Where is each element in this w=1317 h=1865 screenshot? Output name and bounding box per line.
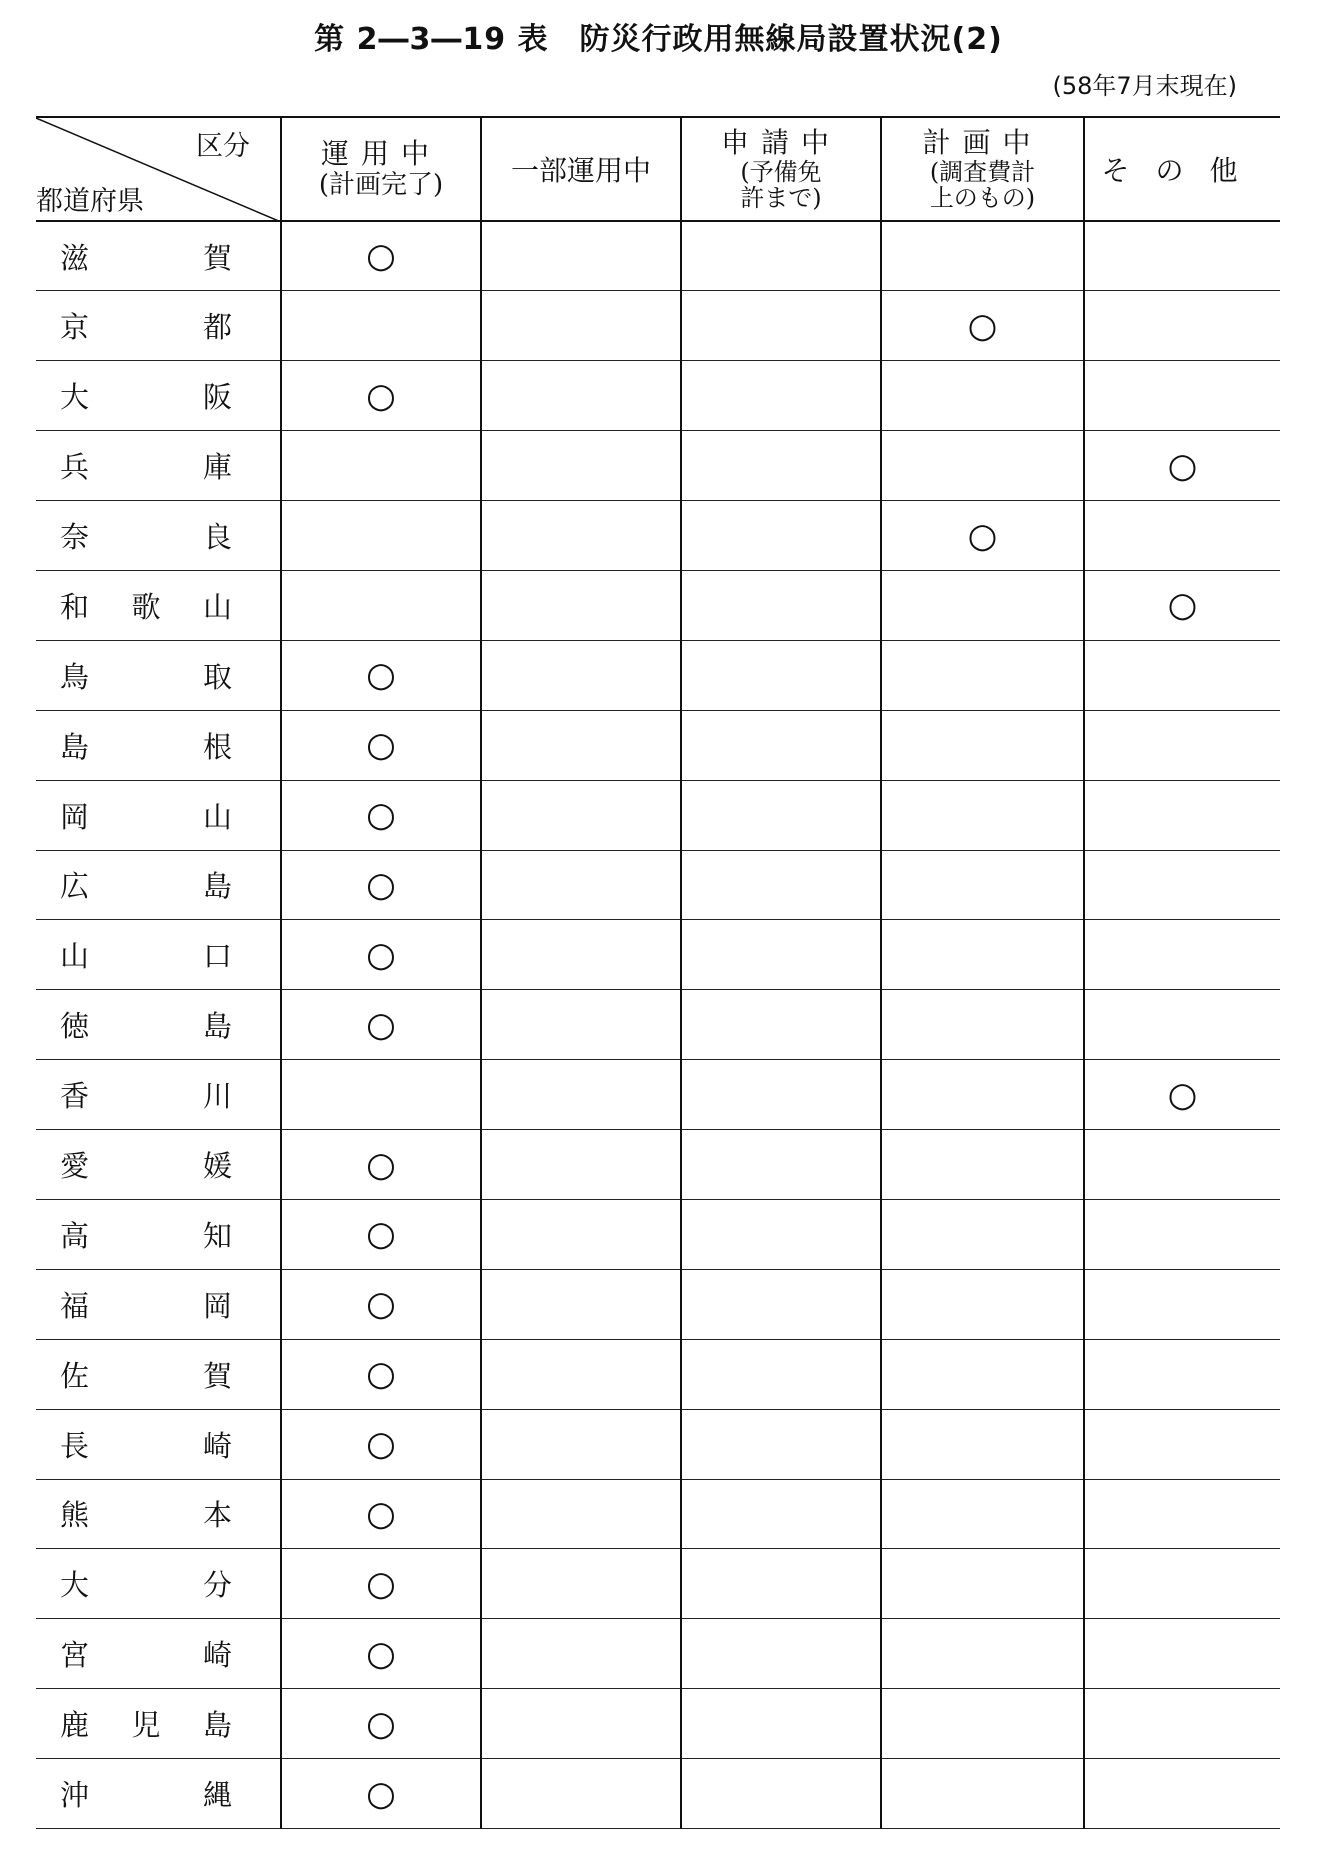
- status-cell: [881, 1689, 1084, 1759]
- circle-mark-icon: ○: [366, 1144, 396, 1185]
- status-cell: [881, 1269, 1084, 1339]
- status-cell: [481, 1130, 681, 1200]
- status-cell: [281, 1759, 481, 1829]
- status-cell: [1084, 710, 1280, 780]
- prefecture-name-char: 滋: [60, 240, 90, 275]
- circle-mark-icon: ○: [967, 515, 998, 556]
- circle-mark-icon: ○: [366, 795, 396, 836]
- status-cell: [1084, 1339, 1280, 1409]
- circle-mark-icon: ○: [366, 1354, 396, 1395]
- status-cell: [1084, 850, 1280, 920]
- status-cell: [481, 291, 681, 361]
- prefecture-cell: [36, 361, 281, 431]
- status-cell: [281, 1199, 481, 1269]
- prefecture-name: [36, 1563, 280, 1604]
- prefecture-name-char: 分: [202, 1568, 232, 1603]
- prefecture-name: [36, 1424, 280, 1465]
- prefecture-name-char: 鹿: [60, 1708, 90, 1743]
- prefecture-name-char: 島: [60, 729, 90, 764]
- header-category-label: 区分: [196, 131, 250, 162]
- status-cell: [281, 291, 481, 361]
- circle-mark-icon: ○: [366, 236, 396, 277]
- prefecture-name: [36, 1773, 280, 1814]
- prefecture-name: [36, 445, 280, 486]
- prefecture-name: [36, 1144, 280, 1185]
- status-cell: [281, 990, 481, 1060]
- status-cell: [681, 850, 881, 920]
- table-row: [36, 1339, 1280, 1409]
- header-in-operation-sub: (計画完了): [318, 170, 444, 200]
- prefecture-name-char: 長: [60, 1428, 90, 1463]
- circle-mark-icon: ○: [366, 934, 396, 975]
- status-cell: [881, 291, 1084, 361]
- prefecture-name-char: 山: [60, 939, 90, 974]
- prefecture-name: [36, 1074, 280, 1115]
- table-row: [36, 1479, 1280, 1549]
- status-cell: [481, 1199, 681, 1269]
- status-cell: [681, 920, 881, 990]
- table-body: [36, 221, 1280, 1828]
- prefecture-cell: [36, 431, 281, 501]
- status-cell: [681, 780, 881, 850]
- header-planning-sub2: 上のもの): [929, 184, 1036, 212]
- status-cell: [681, 570, 881, 640]
- table-row: [36, 291, 1280, 361]
- status-cell: [881, 640, 1084, 710]
- status-cell: [281, 1409, 481, 1479]
- prefecture-name-char: 川: [202, 1079, 232, 1114]
- status-cell: [881, 1759, 1084, 1829]
- prefecture-name-char: 島: [202, 1009, 232, 1044]
- status-cell: [1084, 221, 1280, 291]
- prefecture-cell: [36, 920, 281, 990]
- prefecture-name-char: 根: [202, 729, 232, 764]
- prefecture-name-char: 沖: [60, 1778, 90, 1813]
- status-cell: [1084, 1409, 1280, 1479]
- prefecture-name-char: 都: [202, 310, 232, 345]
- prefecture-name-char: 取: [202, 659, 232, 694]
- status-cell: [1084, 780, 1280, 850]
- prefecture-name: [36, 375, 280, 416]
- prefecture-name-char: 徳: [60, 1009, 90, 1044]
- prefecture-name: [36, 1004, 280, 1045]
- status-cell: [1084, 1759, 1280, 1829]
- prefecture-name-char: 山: [202, 799, 232, 834]
- status-cell: [281, 1339, 481, 1409]
- status-cell: [681, 1130, 881, 1200]
- circle-mark-icon: ○: [366, 1214, 396, 1255]
- header-in-operation: [281, 117, 481, 221]
- table-row: [36, 850, 1280, 920]
- prefecture-name-char: 歌: [131, 589, 161, 624]
- prefecture-name-char: 縄: [202, 1778, 232, 1813]
- prefecture-cell: [36, 1619, 281, 1689]
- status-cell: [481, 1759, 681, 1829]
- table-row: [36, 780, 1280, 850]
- prefecture-name: [36, 1214, 280, 1255]
- status-cell: [281, 920, 481, 990]
- prefecture-cell: [36, 1759, 281, 1829]
- status-cell: [881, 1060, 1084, 1130]
- status-cell: [681, 1759, 881, 1829]
- status-cell: [881, 1549, 1084, 1619]
- header-applying-sub1: (予備免: [740, 158, 822, 186]
- status-cell: [1084, 920, 1280, 990]
- prefecture-cell: [36, 1549, 281, 1619]
- status-cell: [681, 291, 881, 361]
- prefecture-name: [36, 934, 280, 975]
- prefecture-cell: [36, 1689, 281, 1759]
- header-applying-sub2: 許まで): [740, 184, 822, 212]
- prefecture-name: [36, 864, 280, 905]
- table-row: [36, 990, 1280, 1060]
- table-row: [36, 710, 1280, 780]
- table-row: [36, 570, 1280, 640]
- prefecture-name-char: 福: [60, 1288, 90, 1323]
- prefecture-name-char: 佐: [60, 1358, 90, 1393]
- as-of-date: (58年7月末現在): [1052, 72, 1237, 100]
- prefecture-cell: [36, 1269, 281, 1339]
- prefecture-name: [36, 305, 280, 346]
- status-cell: [281, 780, 481, 850]
- circle-mark-icon: ○: [366, 375, 396, 416]
- prefecture-cell: [36, 570, 281, 640]
- circle-mark-icon: ○: [1167, 1074, 1198, 1115]
- status-cell: [481, 710, 681, 780]
- prefecture-cell: [36, 1479, 281, 1549]
- status-cell: [681, 1549, 881, 1619]
- status-cell: [881, 1479, 1084, 1549]
- header-applying: [681, 117, 881, 221]
- table-row: [36, 920, 1280, 990]
- table-row: [36, 1549, 1280, 1619]
- prefecture-cell: [36, 640, 281, 710]
- status-cell: [881, 850, 1084, 920]
- circle-mark-icon: ○: [366, 725, 396, 766]
- prefecture-cell: [36, 291, 281, 361]
- header-planning: [881, 117, 1084, 221]
- header-applying-main: 申請中: [720, 126, 841, 159]
- prefecture-cell: [36, 1199, 281, 1269]
- status-cell: [681, 1060, 881, 1130]
- header-planning-main: 計画中: [922, 126, 1043, 159]
- status-cell: [881, 570, 1084, 640]
- status-cell: [1084, 361, 1280, 431]
- status-cell: [681, 501, 881, 571]
- prefecture-name-char: 奈: [60, 520, 90, 554]
- radio-station-status-table: [36, 116, 1280, 1829]
- status-cell: [281, 1689, 481, 1759]
- status-cell: [881, 501, 1084, 571]
- prefecture-name-char: 島: [202, 1708, 232, 1743]
- status-cell: [481, 1269, 681, 1339]
- status-cell: [1084, 1130, 1280, 1200]
- prefecture-name: [36, 1284, 280, 1325]
- prefecture-name: [36, 795, 280, 836]
- status-cell: [481, 990, 681, 1060]
- prefecture-name-char: 本: [202, 1498, 232, 1533]
- table-row: [36, 1060, 1280, 1130]
- prefecture-name-char: 香: [60, 1079, 90, 1114]
- prefecture-name-char: 阪: [202, 380, 232, 415]
- status-cell: [881, 361, 1084, 431]
- status-cell: [481, 640, 681, 710]
- prefecture-name-char: 熊: [60, 1498, 90, 1533]
- status-cell: [1084, 570, 1280, 640]
- status-cell: [881, 1619, 1084, 1689]
- status-cell: [481, 1339, 681, 1409]
- prefecture-cell: [36, 1060, 281, 1130]
- status-cell: [481, 221, 681, 291]
- status-cell: [481, 1689, 681, 1759]
- status-cell: [1084, 1549, 1280, 1619]
- prefecture-name-char: 知: [202, 1218, 232, 1253]
- table-row: [36, 361, 1280, 431]
- prefecture-name-char: 京: [60, 310, 90, 345]
- prefecture-name: [36, 655, 280, 696]
- status-cell: [681, 221, 881, 291]
- prefecture-name: [36, 1633, 280, 1674]
- status-cell: [281, 710, 481, 780]
- status-cell: [281, 1549, 481, 1619]
- prefecture-name-char: 崎: [202, 1428, 232, 1463]
- status-cell: [281, 1060, 481, 1130]
- status-cell: [881, 431, 1084, 501]
- prefecture-cell: [36, 1409, 281, 1479]
- table-row: [36, 431, 1280, 501]
- prefecture-name-char: 高: [60, 1218, 90, 1253]
- prefecture-cell: [36, 850, 281, 920]
- status-cell: [481, 1409, 681, 1479]
- prefecture-cell: [36, 1130, 281, 1200]
- status-cell: [881, 920, 1084, 990]
- status-cell: [281, 1619, 481, 1689]
- status-cell: [681, 1619, 881, 1689]
- status-cell: [281, 1269, 481, 1339]
- circle-mark-icon: ○: [366, 864, 396, 905]
- header-corner-cell: [36, 117, 281, 221]
- status-cell: [481, 1060, 681, 1130]
- status-cell: [1084, 640, 1280, 710]
- prefecture-name: [36, 1493, 280, 1534]
- status-cell: [481, 920, 681, 990]
- circle-mark-icon: ○: [366, 1424, 396, 1465]
- prefecture-name-char: 賀: [202, 240, 232, 275]
- prefecture-name: [36, 1354, 280, 1395]
- circle-mark-icon: ○: [967, 305, 998, 346]
- status-cell: [681, 1479, 881, 1549]
- prefecture-name-char: 岡: [60, 799, 90, 834]
- status-cell: [681, 710, 881, 780]
- status-cell: [881, 1199, 1084, 1269]
- header-planning-sub1: (調査費計: [929, 158, 1036, 186]
- table-row: [36, 1689, 1280, 1759]
- prefecture-name-char: 宮: [60, 1638, 90, 1673]
- prefecture-name: [36, 585, 280, 626]
- status-cell: [681, 640, 881, 710]
- status-cell: [1084, 291, 1280, 361]
- table-row: [36, 1759, 1280, 1829]
- status-cell: [281, 361, 481, 431]
- table-row: [36, 501, 1280, 571]
- circle-mark-icon: ○: [1167, 585, 1198, 626]
- circle-mark-icon: ○: [366, 1004, 396, 1045]
- prefecture-name-char: 愛: [60, 1149, 90, 1184]
- status-cell: [1084, 1269, 1280, 1339]
- table-title: 第 2―3―19 表 防災行政用無線局設置状況(2): [314, 22, 1003, 57]
- prefecture-cell: [36, 501, 281, 571]
- table-row: [36, 1409, 1280, 1479]
- circle-mark-icon: ○: [366, 1563, 396, 1604]
- prefecture-name-char: 鳥: [60, 659, 90, 694]
- status-cell: [881, 990, 1084, 1060]
- prefecture-name-char: 庫: [202, 450, 232, 485]
- prefecture-cell: [36, 1339, 281, 1409]
- status-cell: [481, 431, 681, 501]
- status-cell: [281, 431, 481, 501]
- status-cell: [281, 501, 481, 571]
- status-cell: [1084, 1060, 1280, 1130]
- prefecture-name: [36, 725, 280, 766]
- header-other: [1084, 117, 1280, 221]
- status-cell: [681, 990, 881, 1060]
- prefecture-name-char: 大: [60, 380, 90, 415]
- status-cell: [681, 1339, 881, 1409]
- status-cell: [481, 501, 681, 571]
- status-cell: [1084, 1199, 1280, 1269]
- status-cell: [1084, 1619, 1280, 1689]
- table-row: [36, 1130, 1280, 1200]
- header-in-operation-main: 運用中: [320, 137, 441, 170]
- status-cell: [681, 1689, 881, 1759]
- header-prefecture-label: 都道府県: [36, 186, 144, 217]
- status-cell: [481, 1549, 681, 1619]
- prefecture-name: [36, 236, 280, 277]
- status-cell: [281, 221, 481, 291]
- status-cell: [281, 570, 481, 640]
- prefecture-name-char: 良: [202, 520, 232, 554]
- status-cell: [881, 1339, 1084, 1409]
- prefecture-name-char: 大: [60, 1568, 90, 1603]
- prefecture-name-char: 児: [131, 1708, 161, 1743]
- status-cell: [481, 1619, 681, 1689]
- status-cell: [1084, 1689, 1280, 1759]
- prefecture-name-char: 口: [202, 939, 232, 974]
- table-row: [36, 1269, 1280, 1339]
- status-cell: [681, 1199, 881, 1269]
- status-cell: [481, 361, 681, 431]
- prefecture-name-char: 広: [60, 869, 90, 904]
- table-row: [36, 221, 1280, 291]
- circle-mark-icon: ○: [366, 1773, 396, 1814]
- status-cell: [281, 850, 481, 920]
- table-header: [36, 117, 1280, 221]
- table-row: [36, 1199, 1280, 1269]
- status-cell: [681, 1409, 881, 1479]
- prefecture-name-char: 媛: [202, 1149, 232, 1184]
- status-cell: [1084, 501, 1280, 571]
- prefecture-name: [36, 515, 280, 556]
- status-cell: [681, 361, 881, 431]
- prefecture-cell: [36, 990, 281, 1060]
- circle-mark-icon: ○: [1167, 445, 1198, 486]
- status-cell: [481, 850, 681, 920]
- circle-mark-icon: ○: [366, 655, 396, 696]
- status-cell: [481, 1479, 681, 1549]
- status-cell: [281, 1130, 481, 1200]
- status-cell: [481, 570, 681, 640]
- prefecture-cell: [36, 221, 281, 291]
- status-cell: [881, 710, 1084, 780]
- prefecture-name-char: 崎: [202, 1638, 232, 1673]
- status-cell: [681, 431, 881, 501]
- circle-mark-icon: ○: [366, 1284, 396, 1325]
- table-row: [36, 1619, 1280, 1689]
- prefecture-name: [36, 1703, 280, 1744]
- prefecture-name-char: 賀: [202, 1358, 232, 1393]
- status-cell: [881, 1130, 1084, 1200]
- header-other-label: その他: [1101, 154, 1264, 187]
- status-cell: [281, 1479, 481, 1549]
- status-cell: [281, 640, 481, 710]
- status-cell: [1084, 431, 1280, 501]
- header-partial-operation-label: 一部運用中: [510, 154, 651, 187]
- prefecture-name-char: 兵: [60, 450, 90, 485]
- circle-mark-icon: ○: [366, 1493, 396, 1534]
- table-row: [36, 640, 1280, 710]
- status-cell: [1084, 1479, 1280, 1549]
- circle-mark-icon: ○: [366, 1703, 396, 1744]
- prefecture-name-char: 岡: [202, 1288, 232, 1323]
- prefecture-cell: [36, 710, 281, 780]
- status-cell: [881, 1409, 1084, 1479]
- prefecture-name-char: 島: [202, 869, 232, 904]
- prefecture-name-char: 和: [60, 589, 90, 624]
- status-cell: [881, 221, 1084, 291]
- circle-mark-icon: ○: [366, 1633, 396, 1674]
- prefecture-cell: [36, 780, 281, 850]
- prefecture-name-char: 山: [202, 589, 232, 624]
- status-cell: [1084, 990, 1280, 1060]
- status-cell: [481, 780, 681, 850]
- header-partial-operation: [481, 117, 681, 221]
- status-cell: [681, 1269, 881, 1339]
- status-cell: [881, 780, 1084, 850]
